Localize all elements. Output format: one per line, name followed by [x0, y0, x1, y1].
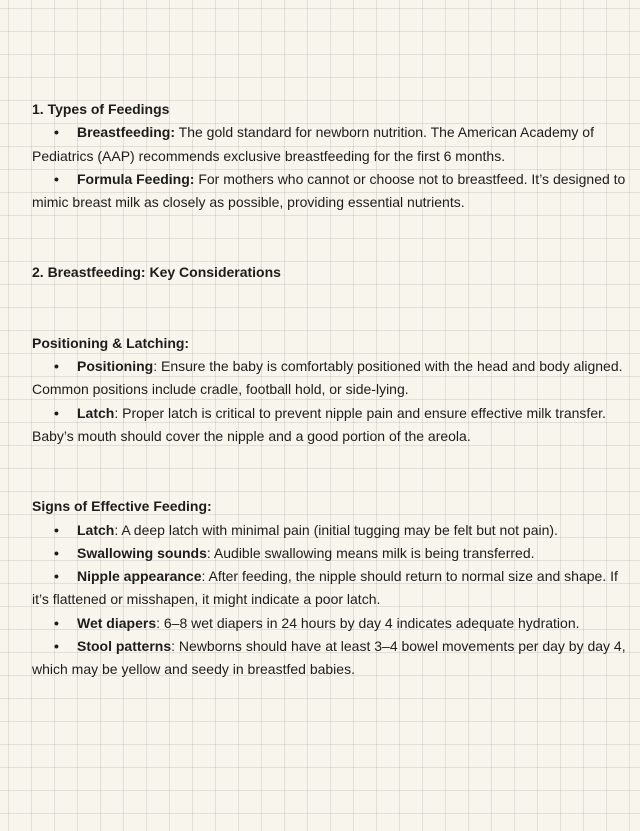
section-heading-positioning: Positioning & Latching: [32, 334, 190, 351]
bullet-icon: • [54, 170, 59, 187]
list-item-term: Formula Feeding: [77, 170, 195, 187]
list-item-text: : Proper latch is critical to prevent nipple pain and ensure effective milk transfer. Baby’s mouth should cover the nipple and a good portion of the areola. [32, 404, 606, 444]
list-item-term: Positioning [77, 358, 154, 375]
section-heading-types: 1. Types of Feedings [32, 101, 170, 117]
spacer [32, 214, 630, 261]
list-item-text: : Newborns should have at least 3–4 bowel movements per day by day 4, which may be yellow and seedy in breastfed babies. [32, 638, 626, 678]
bullet-icon: • [54, 358, 59, 375]
bullet-icon: • [54, 544, 59, 561]
list-item-text: The gold standard for newborn nutrition. The American Academy of Pediatrics (AAP) recommends exclusive breastfeeding for the first 6 months. [32, 124, 594, 164]
list-item-term: Nipple appearance [77, 568, 202, 585]
list-item-term: Breastfeeding: [77, 124, 176, 141]
bullet-icon: • [54, 614, 59, 631]
list-item-text: For mothers who cannot or choose not to breastfeed. It’s designed to mimic breast milk as closely as possible, providing essential nutrients. [32, 170, 626, 211]
list-item-formula [32, 168, 630, 215]
list-item-nipple [32, 565, 630, 612]
list-item-term: Latch [77, 521, 115, 538]
list-item-stool [32, 635, 630, 682]
list-item-sign-latch [32, 519, 630, 542]
list-item-breastfeeding [32, 121, 630, 168]
bullet-icon: • [54, 124, 59, 141]
bullet-icon: • [54, 404, 59, 421]
list-item-term: Swallowing sounds [77, 544, 207, 561]
list-item-text: : 6–8 wet diapers in 24 hours by day 4 indicates adequate hydration. [156, 614, 580, 631]
list-item-term: Wet diapers [77, 614, 157, 631]
list-item-text: : After feeding, the nipple should return to normal size and shape. If it’s flattened or misshapen, it might indicate a poor latch. [32, 568, 618, 608]
list-item-term: Stool patterns [77, 638, 172, 655]
list-item-text: : A deep latch with minimal pain (initial tugging may be felt but not pain). [114, 521, 558, 538]
list-item-wet-diapers [32, 612, 630, 635]
list-item-latch [32, 402, 630, 449]
bullet-icon: • [54, 638, 59, 655]
spacer [32, 285, 630, 332]
section-heading-signs: Signs of Effective Feeding: [32, 498, 212, 515]
list-item-positioning [32, 355, 630, 402]
list-item-swallowing [32, 542, 630, 565]
bullet-icon: • [54, 568, 59, 585]
list-item-text: : Ensure the baby is comfortably positioned with the head and body aligned. Common positions include cradle, football hold, or side-lying. [32, 358, 623, 398]
document-page [32, 98, 630, 682]
list-item-text: : Audible swallowing means milk is being transferred. [206, 544, 535, 561]
bullet-icon: • [54, 521, 59, 538]
list-item-term: Latch [77, 404, 115, 421]
spacer [32, 448, 630, 495]
section-heading-breastfeeding: 2. Breastfeeding: Key Considerations [32, 264, 281, 281]
